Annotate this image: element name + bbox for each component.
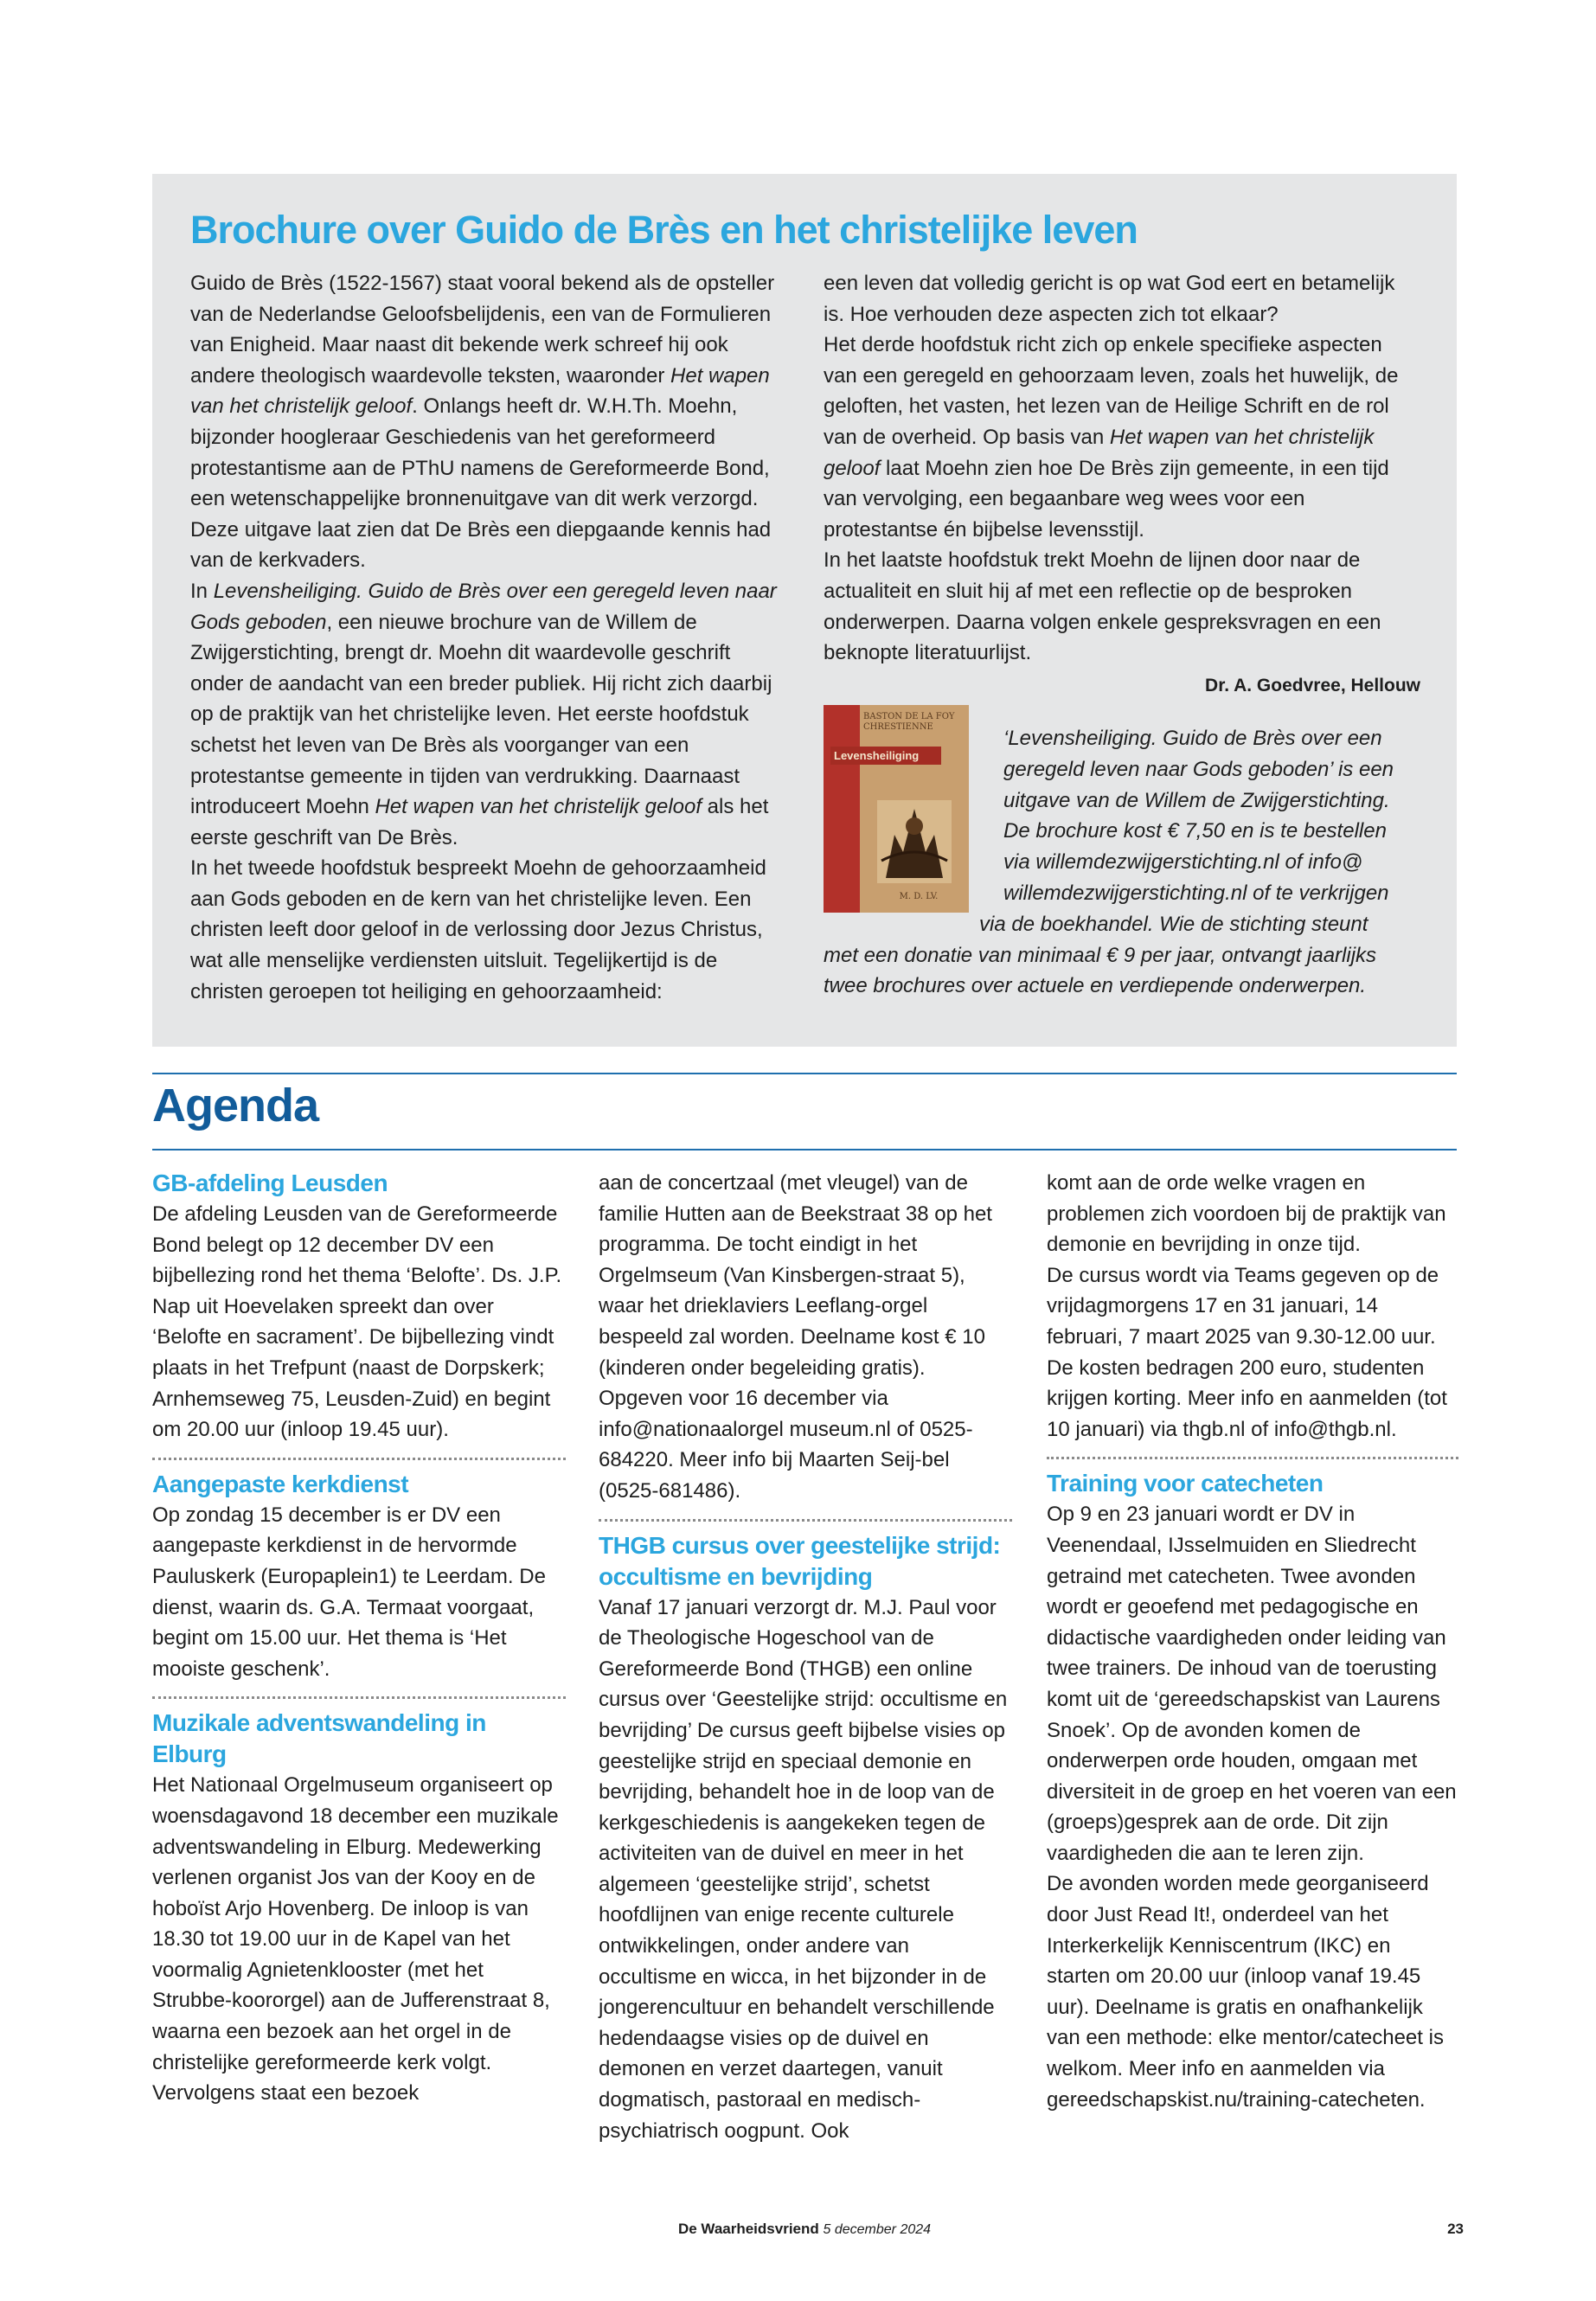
dotted-divider <box>1047 1457 1458 1459</box>
caption-line: ‘Levensheiliging. Guido de Brès over een <box>1003 727 1382 750</box>
brochure-left-column <box>190 268 787 1007</box>
agenda-item-body: De cursus wordt via Teams gegeven op de vrijdagmorgens 17 en 31 januari, 14 februari, 7 maart 2025 van 9.30-12.00 uur. De kosten bedragen 200 euro, studenten krijgen korting. Meer info en aanmelden (tot 10 januari) via thgb.nl of info@thgb.nl. <box>1047 1263 1447 1441</box>
cover-header-text: BASTON DE LA FOY CHRESTIENNE <box>863 712 955 732</box>
agenda-top-rule <box>152 1073 1457 1074</box>
caption-line: geregeld leven naar Gods geboden’ is een <box>1003 757 1394 781</box>
agenda-item-heading: GB-afdeling Leusden <box>152 1170 388 1196</box>
agenda-item-body: aan de concertzaal (met vleugel) van de familie Hutten aan de Beekstraat 38 op het programma. De tocht eindigt in het Orgelmseum (Van Kinsbergen-straat 5), waar het drieklaviers Leeflang-orgel bespeeld zal worden. Deelname kost € 10 (kinderen onder begeleiding gratis). Opgeven voor 16 december via info@nationaalorgel museum.nl of 0525-684220. Meer info bij Maarten Seij-bel (0525-681486). <box>599 1171 992 1503</box>
brochure-paragraph: In het tweede hoofdstuk bespreekt Moehn de gehoorzaamheid aan Gods geboden en de kern van het christelijke leven. Een christen leeft door geloof in de verlossing door Jezus Christus, wat alle menselijke verdiensten uitsluit. Tegelijkertijd is de christen geroepen tot heiliging en gehoorzaamheid: <box>190 856 766 1003</box>
agenda-item-body: Vanaf 17 januari verzorgt dr. M.J. Paul voor de Theologische Hogeschool van de Gereformeerde Bond (THGB) een online cursus over ‘Geestelijke strijd: occultisme en bevrijding’ De cursus geeft bijbelse visies op geestelijke strijd en speciaal demonie en bevrijding, behandelt hoe in de loop van de kerkgeschiedenis is aangekeken tegen de activiteiten van de duivel en meer in het algemeen ‘geestelijke strijd’, schetst hoofdlijnen van enige recente culturele ontwikkelingen, onder andere van occultisme en wicca, in het bijzonder in de jongerencultuur en behandelt verschillende hedendaagse visies op de duivel en demonen en verzet daartegen, vanuit dogmatisch, pastoraal en medisch-psychiatrisch oogpunt. Ook <box>599 1595 1008 2143</box>
brochure-paragraph: In Levensheiliging. Guido de Brès over een geregeld leven naar Gods geboden, een nieuwe brochure van de Willem de Zwijgerstichting, brengt dr. Moehn dit waardevolle geschrift onder de aandacht van een breder publiek. Hij richt zich daarbij op de praktijk van het christelijke leven. Het eerste hoofdstuk schetst het leven van De Brès als voorganger van een protestantse gemeente in tijden van verdrukking. Daarnaast introduceert Moehn Het wapen van het christelijk geloof als het eerste geschrift van De Brès. <box>190 579 777 849</box>
article-signature: Dr. A. Goedvree, Hellouw <box>1205 675 1420 695</box>
caption-line: De brochure kost € 7,50 en is te bestellen <box>1003 819 1387 843</box>
brochure-paragraph: Guido de Brès (1522-1567) staat vooral bekend als de opsteller van de Nederlandse Geloofsbelijdenis, een van de Formulieren van Enigheid. Maar naast dit bekende werk schreef hij ook andere theologisch waardevolle teksten, waaronder Het wapen van het christelijk geloof. Onlangs heeft dr. W.H.Th. Moehn, bijzonder hoogleraar Geschiedenis van het gereformeerd protestantisme aan de PThU namens de Gereformeerde Bond, een wetenschappelijke bronnenuitgave van dit werk verzorgd. Deze uitgave laat zien dat De Brès een diepgaande kennis had van de kerkvaders. <box>190 272 775 573</box>
caption-line: twee brochures over actuele en verdiepende onderwerpen. <box>824 974 1367 998</box>
issue-date: 5 december 2024 <box>823 2222 932 2237</box>
agenda-item-heading: Aangepaste kerkdienst <box>152 1470 409 1497</box>
agenda-item-body: Het Nationaal Orgelmuseum organiseert op woensdagavond 18 december een muzikale adventswandeling in Elburg. Medewerking verlenen organist Jos van der Kooy en de hoboïst Arjo Hovenberg. De inloop is van 18.30 tot 19.00 uur in de Kapel van het voormalig Agnietenklooster (met het Strubbe-koororgel) aan de Jufferenstraat 8, waarna een bezoek aan het orgel in de christelijke gereformeerde kerk volgt. Vervolgens staat een bezoek <box>152 1773 559 2106</box>
cover-title: Levensheiliging <box>830 747 941 765</box>
italic-title: Het wapen van het christelijk geloof <box>190 363 770 419</box>
agenda-column-3 <box>1047 1168 1458 2115</box>
dotted-divider <box>599 1519 1012 1522</box>
brochure-box <box>152 174 1457 1047</box>
caption-line: uitgave van de Willem de Zwijgerstichting. <box>1003 788 1390 812</box>
italic-title: Het wapen van het christelijk geloof <box>824 425 1375 480</box>
caption-line: via de boekhandel. Wie de stichting steunt <box>979 912 1368 936</box>
italic-title: Het wapen van het christelijk geloof <box>375 795 702 819</box>
agenda-item-body: De afdeling Leusden van de Gereformeerde Bond belegt op 12 december DV een bijbellezing rond het thema ‘Belofte’. Ds. J.P. Nap uit Hoevelaken spreekt dan over ‘Belofte en sacrament’. De bijbellezing vindt plaats in het Trefpunt (naast de Dorpskerk; Arnhemseweg 75, Leusden-Zuid) en begint om 20.00 uur (inloop 19.45 uur). <box>152 1202 562 1442</box>
agenda-item-heading: Muzikale adventswandeling in Elburg <box>152 1709 486 1768</box>
agenda-bottom-rule <box>152 1149 1457 1150</box>
agenda-column-2 <box>599 1168 1012 2146</box>
dotted-divider <box>152 1458 566 1460</box>
caption-line: willemdezwijgerstichting.nl of te verkrijgen <box>1003 881 1389 905</box>
agenda-item-heading: Training voor catecheten <box>1047 1470 1324 1497</box>
brochure-right-column <box>824 268 1420 702</box>
brochure-title: Brochure over Guido de Brès en het christelijke leven <box>190 208 1138 252</box>
italic-title: Levensheiliging. Guido de Brès over een geregeld leven naar Gods geboden <box>190 579 777 634</box>
publication-name: De Waarheidsvriend <box>677 2221 819 2237</box>
cover-footer-text: M. D. LV. <box>899 892 939 901</box>
page-number: 23 <box>1447 2221 1464 2237</box>
brochure-caption <box>824 723 1429 1002</box>
caption-line: via willemdezwijgerstichting.nl of info@ <box>1003 850 1363 875</box>
caption-line: met een donatie van minimaal € 9 per jaar, ontvangt jaarlijks <box>824 943 1377 967</box>
brochure-paragraph: In het laatste hoofdstuk trekt Moehn de lijnen door naar de actualiteit en sluit hij af met een reflectie op de besproken onderwerpen. Daarna volgen enkele gespreksvragen en een beknopte literatuurlijst. <box>824 548 1381 665</box>
agenda-item-body: Op zondag 15 december is er DV een aangepaste kerkdienst in de hervormde Pauluskerk (Europaplein1) te Leerdam. De dienst, waarin ds. G.A. Termaat voorgaat, begint om 15.00 uur. Het thema is ‘Het mooiste geschenk’. <box>152 1503 546 1681</box>
agenda-title: Agenda <box>152 1080 319 1131</box>
agenda-item-heading: THGB cursus over geestelijke strijd: occultisme en bevrijding <box>599 1531 1001 1590</box>
agenda-item-body: komt aan de orde welke vragen en problemen zich voordoen bij de praktijk van demonie en bevrijding in onze tijd. <box>1047 1171 1446 1257</box>
footer-publication-line <box>666 2220 943 2240</box>
agenda-item-body: De avonden worden mede georganiseerd door Just Read It!, onderdeel van het Interkerkelijk Kenniscentrum (IKC) en starten om 20.00 uur (inloop vanaf 19.45 uur). Deelname is gratis en onafhankelijk van een methode: elke mentor/catecheet is welkom. Meer info en aanmelden via gereedschapskist.nu/training-catecheten. <box>1047 1872 1444 2112</box>
agenda-item-body: Op 9 en 23 januari wordt er DV in Veenendaal, IJsselmuiden en Sliedrecht getraind met catecheten. Twee avonden wordt er geoefend met pedagogische en didactische vaardigheden onder leiding van twee trainers. De inhoud van de toerusting komt uit de ‘gereedschapskist van Laurens Snoek’. Op de avonden komen de onderwerpen orde houden, omgaan met diversiteit in de groep en het voeren van een (groeps)gesprek aan de orde. Dit zijn vaardigheden die aan te leren zijn. <box>1047 1503 1457 1865</box>
brochure-paragraph: Het derde hoofdstuk richt zich op enkele specifieke aspecten van een geregeld en gehoorzaam leven, zoals het huwelijk, de geloften, het vasten, het lezen van de Heilige Schrift en de rol van de overheid. Op basis van Het wapen van het christelijk geloof laat Moehn zien hoe De Brès zijn gemeente, in een tijd van vervolging, een begaanbare weg wees voor een protestantse én bijbelse levensstijl. <box>824 333 1399 542</box>
agenda-column-1 <box>152 1168 566 2109</box>
dotted-divider <box>152 1696 566 1699</box>
brochure-paragraph: een leven dat volledig gericht is op wat God eert en betamelijk is. Hoe verhouden deze aspecten zich tot elkaar? <box>824 272 1395 326</box>
